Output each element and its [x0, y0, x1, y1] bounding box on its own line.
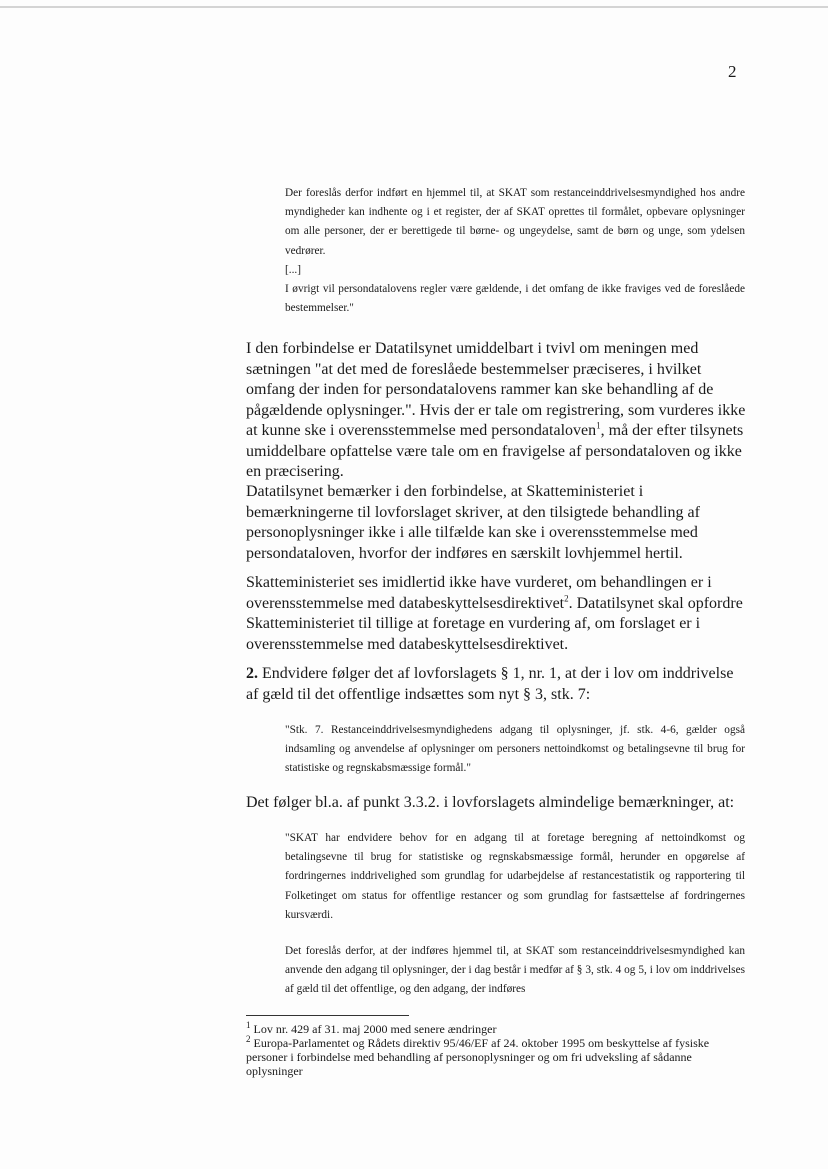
quote-block-3: [285, 829, 745, 1000]
paragraph-4: [246, 664, 746, 705]
footnote-2: [246, 1036, 742, 1078]
quote-2-paragraph: "Stk. 7. Restanceinddrivelsesmyndighedens adgang til oplysninger, jf. stk. 4-6, gælder også indsamling og anvendelse af oplysninger om personers nettoindkomst og betalingsevne til brug for statistiske og regnskabsmæssige formål.": [285, 724, 745, 775]
quote-1-paragraph: Der foreslås derfor indført en hjemmel til, at SKAT som restanceinddrivelsesmyndighed hos andre myndigheder kan indhente og i et register, der af SKAT oprettes til formålet, opbevare oplysninger om alle personer, der er berettigede til børne- og ungeydelse, samt de børn og unge, som ydelsen vedrører.: [285, 187, 745, 257]
footnote-1: [246, 1022, 742, 1036]
quote-block-1: [285, 184, 745, 318]
quote-1-ellipsis: [...]: [285, 263, 301, 276]
quote-3-paragraph: "SKAT har endvidere behov for en adgang til at foretage beregning af nettoindkomst og betalingsevne til brug for statistiske og regnskabsmæssige formål, herunder en opgørelse af fordringernes inddrivelighed som grundlag for udarbejdelse af restancestatistik og rapportering til Folketinget om status for offentlige restancer og som grundlag for fastsættelse af fordringernes kursværdi.: [285, 832, 745, 921]
quote-block-2: [285, 721, 745, 779]
paragraph-2-text: Datatilsynet bemærker i den forbindelse, at Skatteministeriet i bemærkningerne til lovforslaget skriver, at den tilsigtede behandling af personoplysninger ikke i alle tilfælde kan ske i overensstemmelse med persondataloven, hvorfor der indføres en særskilt lovhjemmel hertil.: [246, 483, 700, 562]
paragraph-4-text: Endvidere følger det af lovforslagets § 1, nr. 1, at der i lov om inddrivelse af gæld til det offentlige indsættes som nyt § 3, stk. 7:: [246, 665, 734, 703]
paragraph-2: [246, 482, 746, 564]
paragraph-3-text-cont: . Datatilsynet skal opfordre Skatteministeriet til tillige at foretage en vurdering af, om forslaget er i overensstemmelse med databeskyttelsesdirektivet.: [246, 594, 743, 653]
footnotes: [246, 1022, 742, 1078]
footnote-1-text: Lov nr. 429 af 31. maj 2000 med senere ændringer: [250, 1022, 497, 1036]
paragraph-3: [246, 573, 746, 655]
footnote-ref-1[interactable]: 1: [596, 420, 601, 431]
paragraph-1: [246, 339, 746, 483]
quote-3-paragraph: Det foreslås derfor, at der indføres hjemmel til, at SKAT som restanceinddrivelsesmyndighed kan anvende den adgang til oplysninger, der i dag består i medfør af § 3, stk. 4 og 5, i lov om inddrivelses af gæld til det offentlige, og den adgang, der indføres: [285, 945, 745, 996]
paragraph-3-text: Skatteministeriet ses imidlertid ikke have vurderet, om behandlingen er i overensstemmelse med databeskyttelsesdirektivet: [246, 574, 712, 612]
page-top-edge: [0, 6, 828, 8]
footnote-separator: [246, 1015, 409, 1016]
footnote-ref-2[interactable]: 2: [564, 593, 569, 604]
quote-1-paragraph: I øvrigt vil persondatalovens regler være gældende, i det omfang de ikke fraviges ved de foreslåede bestemmelser.": [285, 283, 745, 315]
footnote-mark-1: 1: [246, 1020, 251, 1030]
paragraph-5-text: Det følger bl.a. af punkt 3.3.2. i lovforslagets almindelige bemærkninger, at:: [246, 794, 735, 811]
section-number: 2.: [246, 665, 258, 682]
paragraph-1-text: I den forbindelse er Datatilsynet umiddelbart i tvivl om meningen med sætningen "at det med de foreslåede bestemmelser præciseres, i hvilket omfang der inden for persondatalovens rammer kan ske behandling af de pågældende oplysninger.". Hvis der er tale om registrering, som vurderes ikke at kunne ske i overensstemmelse med persondataloven: [246, 340, 746, 439]
page-number: 2: [728, 62, 737, 81]
footnote-mark-2: 2: [246, 1034, 251, 1044]
paragraph-5: [246, 793, 746, 814]
footnote-2-text: Europa-Parlamentet og Rådets direktiv 95/46/EF af 24. oktober 1995 om beskyttelse af fysiske personer i forbindelse med behandling af personoplysninger og om fri udveksling af sådanne oplysninger: [246, 1036, 710, 1078]
paragraph-1-text-cont: , må der efter tilsynets umiddelbare opfattelse være tale om en fravigelse af persondataloven og ikke en præcisering.: [246, 422, 744, 480]
